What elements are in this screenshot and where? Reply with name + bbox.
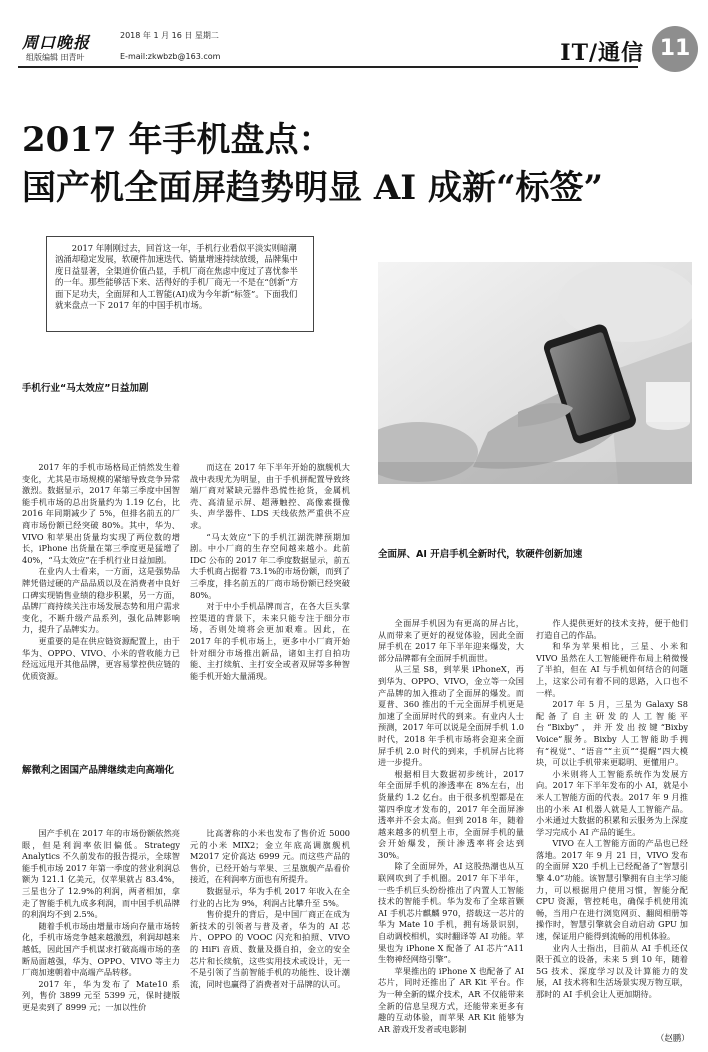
issue-date: 2018 年 1 月 16 日 星期二 xyxy=(120,31,219,40)
paragraph: 和华为苹果相比，三星、小米和 VIVO 虽然在人工智能硬件布局上稍微慢了半拍，但在 AI 与手机如何结合的问题上，这家公司有着不同的思路，入口也不一样。 xyxy=(536,641,688,698)
paper-logo: 周口晚报 xyxy=(22,33,91,52)
contact-email: E-mail:zkwbzb@163.com xyxy=(120,52,221,61)
header-rule xyxy=(18,66,638,68)
paragraph: 2017 年 5 月，三星为 Galaxy S8 配备了自主研发的人工智能平台“Bixby”，并开发出按键“Bixby Voice”服务。Bixby 人工智能助手拥有“视觉”、“语音”“主页”“提醒”四大模块，可以让手机带来更聪明、更懂用户。 xyxy=(536,699,688,768)
paragraph: 更重要的是在供应链资源配置上，由于华为、OPPO、VIVO、小米的营收能力已经远远甩开其他品牌，更容易掌控供应链的优质资源。 xyxy=(22,635,180,681)
subhead-matthew-effect: 手机行业“马太效应”日益加剧 xyxy=(22,383,149,394)
paragraph: 苹果推出的 iPhone X 也配备了 AI 芯片，同时还推出了 AR Kit 平台。作为一种全新的媒介技术，AR 不仅能带来全新的信息呈现方式，还能带来更多有趣的互动体验，而苹果 AR Kit 能够为 AR 游戏开发者或电影制 xyxy=(378,965,524,1034)
paragraph: 国产手机在 2017 年的市场份额依然亮眼，但是利润率依旧偏低。Strategy Analytics 不久前发布的报告提示，全球智能手机市场 2017 年第一季度的营业利润总额为 121.1 亿美元，仅苹果就占 83.4%，三星也分了 12.9%的利润，两者相加，拿走了智能手机九成多利润，而中国手机品牌的利润均不到 2.5%。 xyxy=(22,828,180,920)
paragraph: 对于中小手机品牌而言，在各大巨头掌控渠道的背景下，未来只能专注于细分市场，否则处境将会更加艰难。因此，在 2017 年的手机市场上，更多中小厂商开始针对细分市场推出新品，诸如主打自拍功能、主打续航、主打安全或者双屏等多种智能手机开始大量涌现。 xyxy=(190,601,350,681)
paragraph: 随着手机市场由增量市场向存量市场转化，手机市场竞争越来越激烈，利润却越来越低，因此国产手机谋求打破高端市场的垄断局面越强，华为、OPPO、VIVO 等主力厂商加速朝着中高端产品转移。 xyxy=(22,920,180,978)
paragraph: 2017 年的手机市场格局正悄然发生着变化，尤其是市场规模的紧缩导致竞争异常激烈。数据显示，2017 年第三季度中国智能手机市场的总出货量约为 1.19 亿台，比 2016 年同期减少了 5%，但排名前五的厂商市场份额已经突破 80%。其中，华为、VIVO 和苹果出货量均实现了两位数的增长，iPhone 出货量在第三季度更是猛增了 40%，“马太效应”在手机行业日益加剧。 xyxy=(22,462,180,565)
editor-credit: 组版编辑 田青叶 xyxy=(26,53,85,62)
paragraph: 作人提供更好的技术支持，便于他们打造自己的作品。 xyxy=(536,618,688,640)
intro-box: 2017 年刚刚过去，回首这一年，手机行业看似平淡实则暗潮汹涌却稳定发展，软硬件加速迭代、销量增速持续放缓，品牌集中度日益显著，全渠道价值凸显，手机厂商在焦虑中度过了喜忧参半的一年。那些能够活下来、活得好的手机厂商无一不是在“创新”方面下足功夫，全面屏和人工智能(AI)成为今年新“标签”。下面我们就来盘点一下 2017 年的中国手机市场。 xyxy=(46,236,314,332)
subhead-high-end: 解微利之困国产品牌继续走向高端化 xyxy=(22,765,175,776)
subhead-fullscreen-ai: 全面屏、AI 开启手机全新时代，软硬件创新加速 xyxy=(378,549,583,560)
section3-column-2 xyxy=(190,828,350,1046)
section2-column-2 xyxy=(536,618,688,1028)
paragraph: 全面屏手机因为有更高的屏占比，从而带来了更好的视觉体验，因此全面屏手机在 2017 年下半年迎来爆发，大部分品牌都有全面屏手机面世。 xyxy=(378,618,524,663)
paragraph: 除了全面屏外，AI 这股热潮也从互联网吹到了手机圈。2017 年下半年，一些手机巨头纷纷推出了内置人工智能技术的智能手机。华为发布了全球首颗 AI 手机芯片麒麟 970，搭载这一芯片的华为 Mate 10 手机，拥有场景识别，自动调校相机，实时翻译等 AI 功能。苹果也为 iPhone X 配备了 AI 芯片“A11 生物神经网络引擎”。 xyxy=(378,861,524,965)
paragraph: 售价提升的背后，是中国厂商正在成为新技术的引领者与普及者，华为的 AI 芯片、OPPO 的 VOOC 闪充和拍照、VIVO 的 HiFi 音质、数量及摄自拍，金立的安全芯片和长续航，这些实用技术或设计，无一不是引领了当前智能手机的功能性、设计潮流，同时也赢得了消费者对于品牌的认可。 xyxy=(190,909,350,989)
paragraph: “马太效应”下的手机江湖洗牌预期加剧。中小厂商的生存空间越来越小。此前 IDC 公布的 2017 年二季度数据显示，前五大手机商占据着 73.1%的市场份额，而到了三季度，排名前五的厂商市场份额已经突破 80%。 xyxy=(190,531,350,600)
section2-column-1 xyxy=(378,618,524,1042)
section3-column-1 xyxy=(22,828,180,1046)
paragraph: 数据显示，华为手机 2017 年收入在全行业的占比为 9%，利润占比攀升至 5%。 xyxy=(190,885,350,908)
section1-column-2 xyxy=(190,462,350,734)
page-number-badge: 11 xyxy=(652,26,698,72)
paragraph: 根据相目大数据初步统计，2017 年全面屏手机的渗透率在 8%左右，出货量约 1.2 亿台。由于很多机型都是在第四季度才发布的，2017 年全面屏渗透率并不会太高。但到 2018 年，随着越来越多的机型上市，全面屏手机的量会开始爆发，预计渗透率将会达到 30%。 xyxy=(378,768,524,860)
paragraph: 2017 年，华为发布了 Mate10 系列，售价 3899 元至 5399 元，保时捷版更是卖到了 8999 元；一加以性价 xyxy=(22,978,180,1012)
section-title: IT/通信 xyxy=(560,40,644,66)
article-photo-hand-holding-phone xyxy=(378,262,692,484)
paragraph: 从三星 S8，到苹果 iPhoneX，再到华为、OPPO、VIVO，金立等一众国产品牌的加入推动了全面屏的爆发。而夏普、360 推出的千元全面屏手机更是加速了全面屏时代的到来。有业内人士预测，2017 年可以说是全面屏手机 1.0 时代，2018 年手机市场将会迎来全面屏手机 2.0 时代的到来，手机屏占比将进一步提升。 xyxy=(378,664,524,768)
section1-column-1 xyxy=(22,462,180,734)
headline-line-2: 国产机全面屏趋势明显 AI 成新“标签” xyxy=(22,168,604,208)
paragraph: 业内人士指出，目前从 AI 手机还仅限于孤立的设备，未来 5 到 10 年，随着 5G 技术、深度学习以及计算能力的发展，AI 技术将和生活场景实现万物互联，那时的 AI 手机会让人更加期待。 xyxy=(536,942,688,999)
author-byline: （赵鹏） xyxy=(656,1033,690,1043)
headline-line-1: 2017 年手机盘点： xyxy=(22,120,333,160)
paragraph: 在业内人士看来，一方面，这是强势品牌凭借过硬的产品品质以及在消费者中良好口碑实现销售业绩的稳步积累，另一方面，品牌厂商持续关注市场发展态势和用户需求变化，不断升级产品系列，强化品牌影响力，提升了品牌实力。 xyxy=(22,566,180,635)
paragraph: VIVO 在人工智能方面的产品也已经落地。2017 年 9 月 21 日，VIVO 发布的全面屏 X20 手机上已经配备了“智慧引擎 4.0”功能。该智慧引擎拥有自主学习能力，可以根据用户使用习惯，智能分配 CPU 资源，管控耗电，确保手机使用流畅，当用户在进行浏览网页、翻阅相册等操作时，智慧引擎就会自动启动 GPU 加速，保证用户能得到流畅的用机体验。 xyxy=(536,838,688,942)
paragraph: 而这在 2017 年下半年开始的旗舰机大战中表现尤为明显，由于手机拼配置导致终端厂商对紧缺元器件恐慌性抢货，金属机壳、高清显示屏、超薄触控、高像素摄像头、声学器件、LDS 天线依然严重供不应求。 xyxy=(190,462,350,530)
paragraph: 比高著称的小米也发布了售价近 5000 元的小米 MIX2；金立年底高调旗舰机 M2017 定价高达 6999 元。而这些产品的售价，已经开始与苹果、三星旗舰产品看价接近，在利润率方面也有所提升。 xyxy=(190,828,350,885)
paragraph: 小米则将人工智能系统作为发展方向。2017 年下半年发布的小 AI，就是小米人工智能方面的代表。2017 年 9 月推出的小米 AI 机器人就是人工智能产品。小米通过大数据的积累和云服务为上深度学习完成小 AI 产品的诞生。 xyxy=(536,768,688,837)
